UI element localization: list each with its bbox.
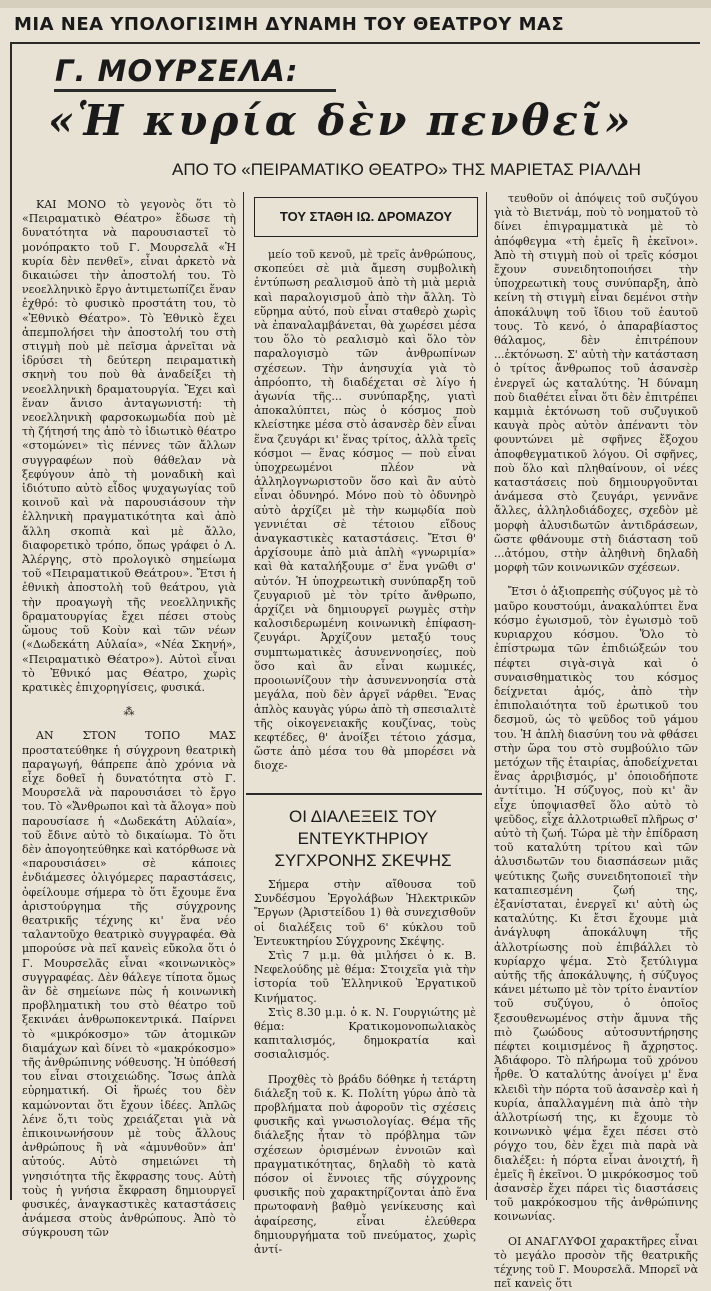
- lectures-box-body: [254, 878, 476, 1257]
- col3-paragraph-1: τευθοῦν οἱ ἀπόψεις τοῦ συζύγου γιὰ τὸ Βιετνάμ, ποὺ τὸ νοηματοῦ τὸ δίνει ἐπιγραμματικὰ μὲ τὸ ἀπόφθεγμα «τὴ ἐμεῖς ἢ ἐκεῖνοι». Ἀπὸ τὴ στιγμὴ ποὺ οἱ τρεῖς κόσμοι ἔχουν συνειδητοποιήσει τὴν ὑποχρεωτικὴ τους συνύπαρξη, ἀπὸ κείνη τὴ στιγμὴ εἶναι δεμένοι στὴν ἀποκάλυψη τοῦ ἴδιου τοῦ ἑαυτοῦ τους. Τὸ κενό, ὁ ἀπαραβίαστος θάλαμος, δὲν ἐπιτρέπουν ...ἐκτόνωση. Σ' αὐτὴ τὴν κατάσταση ὁ τρίτος ἄνθρωπος τοῦ ἀσανσὲρ ἐνεργεῖ ὡς καταλύτης. Ἡ δύναμη ποὺ διαθέτει εἶναι ὅτι δὲν ἐπιτρέπει καμμιὰ ἐκτόνωση τοῦ συζυγικοῦ καυγὰ πρὸς αὐτὸν ἀπέναντι τὸν φουντώνει μὲ σφῆνες ἔξοχου ἀποφθεγματικοῦ λόγου. Οἱ σφῆνες, ποὺ ὅλο καὶ πληθαίνουν, οἱ νέες καταστάσεις ποὺ δημιουργοῦνται ἀνάμεσα στὸ ζευγάρι, γεννᾶνε ἄλλες, ἀλληλοδιάδοχες, σχεδὸν μὲ μορφὴ ἀλυσιδωτῶν ἀντιδράσεων, ὥστε φθάνουμε στὴ διάσταση τοῦ ...ἀτόμου, στὴν ἀληθινὴ δηλαδὴ μορφὴ τῶν κοινωνικῶν σχέσεων.: [494, 192, 698, 575]
- kicker-rule: [10, 42, 700, 44]
- column-rule-1: [243, 192, 244, 1200]
- box-top-rule: [246, 793, 482, 795]
- author-underline: [54, 89, 336, 92]
- box-paragraph-2: Στὶς 7 μ.μ. θὰ μιλήσει ὁ κ. Β. Νεφελούδης μὲ θέμα: Στοιχεῖα γιὰ τὴν ἱστορία τοῦ Ἑλληνικοῦ Ἐργατικοῦ Κινήματος.: [254, 949, 476, 1005]
- box-paragraph-3: Στὶς 8.30 μ.μ. ὁ κ. Ν. Γουργιώτης μὲ θέμα: Κρατικομονοπωλιακὸς καπιταλισμός, δημοκρατία καὶ σοσιαλισμός.: [254, 1005, 476, 1062]
- section-ornament: ⁂: [123, 705, 135, 719]
- lectures-box-title: ΟΙ ΔΙΑΛΕΞΕΙΣ ΤΟΥ ΕΝΤΕΥΚΤΗΡΙΟΥ ΣΥΓΧΡΟΝΗΣ ΣΚΕΨΗΣ: [274, 807, 452, 870]
- column-2: [254, 248, 476, 780]
- col3-paragraph-2: Ἔτσι ὁ ἀξιοπρεπὴς σύζυγος μὲ τὸ μαῦρο κουστούμι, ἀνακαλύπτει ἕνα κόσμο ἐγωισμοῦ, τὸν ἐγωισμὸ τοῦ κυριαρχου κόσμου. Ὅλο τὸ ἐπίστρωμα τῶν ἐπιδιώξεών του πέφτει σιγὰ-σιγὰ καὶ ὁ συναισθηματικὸς του κόσμος δείχνεται ἀμός, ἀπὸ τὴν ἐπιπολαιότητα τοῦ ἐρωτικοῦ του δεσμοῦ, ὡς τὸ ψεῦδος τοῦ γάμου του. Ἡ ἁπλὴ διασύνη του νὰ φθάσει στὴν ὥρα του στὸ συμβούλιο τῶν μετόχων τῆς ἑταιρίας, ἀποδείχνεται ἕνας ἀρριβισμός, μ' ὁποιοδήποτε ἀντίτιμο. Ἡ σύζυγος, ποὺ κι' ἂν εἶχε ὑποψιασθεῖ ὅλο αὐτὸ τὸ ψεῦδος, εἶχε ἀλλοτριωθεῖ πλῆρως σ' αὐτὸ τὴ ζωή. Τώρα μὲ τὴν ἐπίδραση τοῦ καταλύτη τρίτου καὶ τῶν ἀλυσιδωτῶν του διασπάσεων μιᾶς ψεύτικης ζωῆς συνειδητοποιεῖ τὴν καταπιεσμένη ζωή της, ἐξανίσταται, ἐνεργεῖ κι' αὐτὴ ὡς καταλύτης. Κι ἔτσι ἔχουμε μιὰ ἀνάγλυφη ἀποκάλυψη τῆς ἀλλοτρίωσης ποὺ ἐπιβάλλει τὸ κυρίαρχο ψέμα. Στὸ ξετύλιγμα αὐτῆς τῆς ἀποκάλυψης, ἡ σύζυγος κάνει μέτωπο μὲ τὸν τρίτο ἐναντίον τοῦ συζύγου, ὁ ὁποῖος ξεσουθενωμένος στὴν ἄμυνα τῆς πιὸ ζωώδους αὐτοσυντήρησης πέφτει κοιμισμένος ἢ ἄχρηστος. Ἀδιάφορο. Τὸ πλήρωμα τοῦ χρόνου ἦρθε. Ὁ καταλύτης ἀνοίγει μ' ἕνα κλειδὶ τὴν πόρτα τοῦ ἀσανσὲρ καὶ ἡ κυρία, ἀπαλλαγμένη πιὰ ἀπὸ τὴν ἀλλοτρίωσή της, κι ἔχουμε τὸ κοινωνικὸ ψέμα ἔχει πέσει στὸ ρόγχο του, δὲν ἔχει πιὰ παρὰ νὰ διαλέξει: ἡ πόρτα εἶναι ἀνοιχτή, ἢ ἐμεῖς ἢ ἐκεῖνοι. Ὁ μικρόκοσμος τοῦ ἀσανσὲρ ἔχει πάρει τὶς διαστάσεις τοῦ μακρόκοσμου τῆς ἀνθρώπινης κοινωνίας.: [494, 585, 698, 1224]
- col2-paragraph-1: μείο τοῦ κενοῦ, μὲ τρεῖς ἀνθρώπους, σκοπεύει σὲ μιὰ ἄμεση συμβολικὴ ἐντύπωση ρεαλισμοῦ ἀπὸ τὴ μιὰ μεριὰ καὶ παραλογισμοῦ ἀπὸ τὴν ἄλλη. Τὸ εὕρημα αὐτό, ποὺ εἶναι σταθερὸ χωρὶς νὰ ἐπαναλαμβάνεται, θὰ χωρέσει μέσα του ὅλο τὸ ρεαλισμὸ καὶ ὅλο τὸν παραλογισμὸ τῶν ἀνθρωπίνων σχέσεων. Τὴν ἀνησυχία γιὰ τὸ ἀπρόοπτο, τὴ διαδέχεται σὲ λίγο ἡ ἀγωνία τῆς... συνύπαρξης, γιατὶ ἀποκαλύπτει, πὼς ὁ κόσμος ποὺ κλείστηκε μέσα στὸ ἀσανσὲρ δὲν εἶναι ἕνα ζευγάρι κι' ἕνας τρίτος, ἀλλὰ τρεῖς κόσμοι — ἕνας κόσμος — ποὺ εἶναι ὑποχρεωμένοι πλέον νὰ ἀλληλογνωριστοῦν ὅσο καὶ ἂν αὐτὸ εἶναι ὀδυνηρό. Μόνο ποὺ τὸ ὀδυνηρὸ αὐτὸ ἀρχίζει μὲ τὴν κωμῳδία ποὺ γεννιέται σὲ τέτοιου εἴδους ἀναγκαστικὲς καταστάσεις. Ἔτσι θ' ἀρχίσουμε ἀπὸ μιὰ ἁπλὴ «γνωριμία» καὶ θὰ καταλήξουμε σ' ἕνα γνῶθι σ' αὐτόν. Ἡ ὑποχρεωτικὴ συνύπαρξη τοῦ ζευγαριοῦ μὲ τὸν τρίτο ἄνθρωπο, ἀρχίζει νὰ δημιουργεῖ ρωγμὲς στὴν καλοσιδερωμένη κοινωνικὴ ἐπίφαση-ζευγάρι. Ἀρχίζουν μεταξύ τους συμπτωματικὲς ἀσυνεννοησίες, ποὺ ὅσο καὶ ἂν εἶναι κωμικές, προοιωνίζουν τὴν ἀσυνεννοησία στὰ μεγάλα, ποὺ δὲν ἀργεῖ νάρθει. Ἕνας ἁπλὸς καυγὰς γύρω ἀπὸ τὴ σπεσιαλιτὲ τῆς οἰκογενειακῆς κουζίνας, τοὺς κεφτέδες, θ' ἀνοίξει τέτοιο χάσμα, ὥστε ἀπὸ μέσα του θὰ μπορέσει νὰ διοχε-: [254, 248, 476, 773]
- play-title-headline: «Ἡ κυρία δὲν πενθεῖ»: [48, 96, 634, 145]
- left-page-border: [10, 44, 12, 1200]
- col1-paragraph-2: ΑΝ ΣΤΟΝ ΤΟΠΟ ΜΑΣ προστατεύθηκε ἡ σύγχρονη θεατρικὴ παραγωγή, θάπρεπε ἀπὸ χρόνια νὰ εἶχε δοθεῖ ἡ δυνατότητα στὸ Γ. Μουρσελᾶ νὰ παρουσιάσει τὸ ἔργο του. Τὸ «Ἄνθρωποι καὶ τὰ ἄλογα» ποὺ παρουσίασε ἡ «Δωδεκάτη Αὐλαία», τοῦ ἔδινε αὐτὸ τὸ δικαίωμα. Τὸ ὅτι δὲν ἀπογοητεύθηκε καὶ κατόρθωσε νὰ «παρουσιάσει» σὲ κάποιες ἐνδιάμεσες ὀλιγόμερες παραστάσεις, ὀφείλουμε σήμερα τὸ ὅτι ἔχουμε ἕνα ἀριστούργημα τῆς σύγχρονης θεατρικῆς τέχνης κι' ἕνα νέο ταλαντοῦχο θεατρικὸ συγγραφέα. Θὰ μπορούσε νὰ πεῖ κανεὶς εὔκολα ὅτι ὁ Γ. Μουρσελᾶς εἶναι «κοινωνικὸς» συγγραφέας. Δὲν θάλεγε τίποτα ὅμως ἂν δὲ σημείωνε πὼς ἡ κοινωνικὴ προβληματικὴ του στὸ θέατρο τοῦ ξεκινάει ἀνθρωποκεντρικά. Παίρνει τὸ «μικρόκοσμο» τῶν ἀτομικῶν διαμάχων καὶ δίνει τὸ «μακρόκοσμο» τῆς ἀνθρώπινης νόθευσης. Ἡ ὑπόθεσή του εἶναι στοιχειώδης. Ἴσως ἁπλὰ εὐρηματική. Οἱ ἥρωές του δὲν καμώνονται ὅτι ἔχουν ἰδέες. Ἁπλῶς λένε ὅ,τι τοὺς χρειάζεται γιὰ νὰ ἐπικοινωνήσουν μὲ τοὺς ἄλλους ἀνθρώπους ἢ νὰ «ἀμυνθοῦν» ἀπ' αὐτούς. Αὐτὸ σημειώνει τὴ γνησιότητα τῆς ἔκφρασης τους. Αὐτὴ τοὺς ἡ γνήσια ἔκφραση δημιουργεῖ φυσικές, ἀναγκαστικὲς καταστάσεις ἀνάμεσα στοὺς ἀνθρώπους. Ἀπὸ τὸ σύγκρουση τῶν: [22, 729, 236, 1240]
- theatre-subhead: ΑΠΟ ΤΟ «ΠΕΙΡΑΜΑΤΙΚΟ ΘΕΑΤΡΟ» ΤΗΣ ΜΑΡΙΕΤΑΣ ΡΙΑΛΔΗ: [172, 160, 641, 179]
- box-paragraph-1: Σήμερα στὴν αἴθουσα τοῦ Συνδέσμου Ἐργολάβων Ἠλεκτρικῶν Ἔργων (Ἀριστείδου 1) θὰ συνεχισθοῦν οἱ διαλέξεις τοῦ 6' κύκλου τοῦ Ἐντευκτηρίου Σύγχρονης Σκέψης.: [254, 878, 476, 948]
- column-1: [22, 198, 236, 1240]
- column-rule-2: [486, 192, 487, 1200]
- kicker-line: ΜΙΑ ΝΕΑ ΥΠΟΛΟΓΙΣΙΜΗ ΔΥΝΑΜΗ ΤΟΥ ΘΕΑΤΡΟΥ ΜΑΣ: [14, 14, 565, 35]
- author-heading: Γ. ΜΟΥΡΣΕΛΑ:: [55, 54, 299, 88]
- box-paragraph-4: Προχθὲς τὸ βράδυ δόθηκε ἡ τετάρτη διάλεξη τοῦ κ. Κ. Πολίτη γύρω ἀπὸ τὰ προβλήματα ποὺ ἀφοροῦν τὶς σχέσεις φυσικῆς καὶ γνωσιολογίας. Θέμα τῆς διάλεξης ἦταν τὸ πρόβλημα τῶν σχέσεων ὁρισμένων ἐννοιῶν καὶ πραγματικότητας, δηλαδὴ τὸ κατὰ πόσον οἱ ἔννοιες τῆς σύγχρονης φυσικῆς ποὺ χαρακτηρίζονται ἀπὸ ἕνα πρωτοφανὴ βαθμὸ γενίκευσης καὶ ἀφαίρεσης, εἶναι ἐλεύθερα δημιουργήματα τοῦ πνεύματος, χωρὶς ἀντί-: [254, 1072, 476, 1257]
- page-top-edge: [0, 0, 711, 8]
- byline-box: ΤΟΥ ΣΤΑΘΗ ΙΩ. ΔΡΟΜΑΖΟΥ: [254, 197, 478, 237]
- column-3: [494, 192, 698, 1291]
- col1-paragraph-1: ΚΑΙ ΜΟΝΟ τὸ γεγονὸς ὅτι τὸ «Πειραματικὸ Θέατρο» ἔδωσε τὴ δυνατότητα νὰ παρουσιαστεῖ τὸ μονόπρακτο τοῦ Γ. Μουρσελᾶ «Ἡ κυρία δὲν πενθεῖ», εἶναι ἀρκετὸ νὰ δικαιώσει τὴν ἀποστολή του. Τὸ νεοελληνικὸ ἔργο ἀντιμετωπίζει ἕναν ἐχθρό: τὸ φυσικὸ προστάτη του, τὸ «Ἐθνικὸ Θέατρο». Τὸ Ἐθνικὸ ἔχει ἀπεμπολήσει τὴν ἀποστολή του στὴ στιγμὴ ποὺ μὲ πεῖσμα ἀρνεῖται νὰ ἱδρύσει τὴ δεύτερη πειραματικὴ σκηνὴ του ποὺ θὰ ἀναδείξει τὴ νεοελληνικὴ δραματουργία. Ἔχει καὶ ἕναν ἄνισο ἀνταγωνιστή: τὴ νεοελληνικὴ φαρσοκωμωδία ποὺ μὲ τὴ ζήτησή της ἀπὸ τὸ ἰδιωτικὸ θέατρο «στομώνει» τὶς πέννες τῶν ἄλλων συγγραφέων ποὺ θάθελαν νὰ ξεφύγουν ἀπὸ τὴ μοναδικὴ καὶ ἰδιότυπο αὐτὸ εἶδος ψυχαγωγίας τοῦ κοινοῦ καὶ νὰ παρουσιάσουν τὴν ἑλληνικὴ πραγματικότητα καὶ ἀπὸ ἄλλη σκοπιὰ καὶ μὲ ἄλλο, διαφορετικὸ τρόπο, ὅπως γράφει ὁ Λ. Ἀλέργης, στὸ προλογικὸ σημείωμα τοῦ «Πειραματικοῦ Θεάτρου». Ἔτσι ἡ ἐθνικὴ ἀποστολὴ τοῦ θεάτρου, γιὰ τὴν προαγωγὴ τῆς νεοελληνικῆς δραματουργίας ἔχει πέσει στοὺς ὤμους τοῦ Κοὺν καὶ τῶν νέων («Δωδεκάτη Αὐλαία», «Νέα Σκηνή», «Πειραματικὸ Θέατρο»). Αὐτοὶ εἶναι τὸ Ἐθνικό μας Θέατρο, χωρὶς κρατικὲς ἐπιχορηγίσεις, φυσικά.: [22, 198, 236, 694]
- col3-paragraph-3: ΟΙ ΑΝΑΓΛΥΦΟΙ χαρακτῆρες εἶναι τὸ μεγάλο προσὸν τῆς θεατρικῆς τέχνης τοῦ Γ. Μουρσελᾶ. Μπορεῖ νὰ πεῖ κανεὶς ὅτι: [494, 1234, 698, 1291]
